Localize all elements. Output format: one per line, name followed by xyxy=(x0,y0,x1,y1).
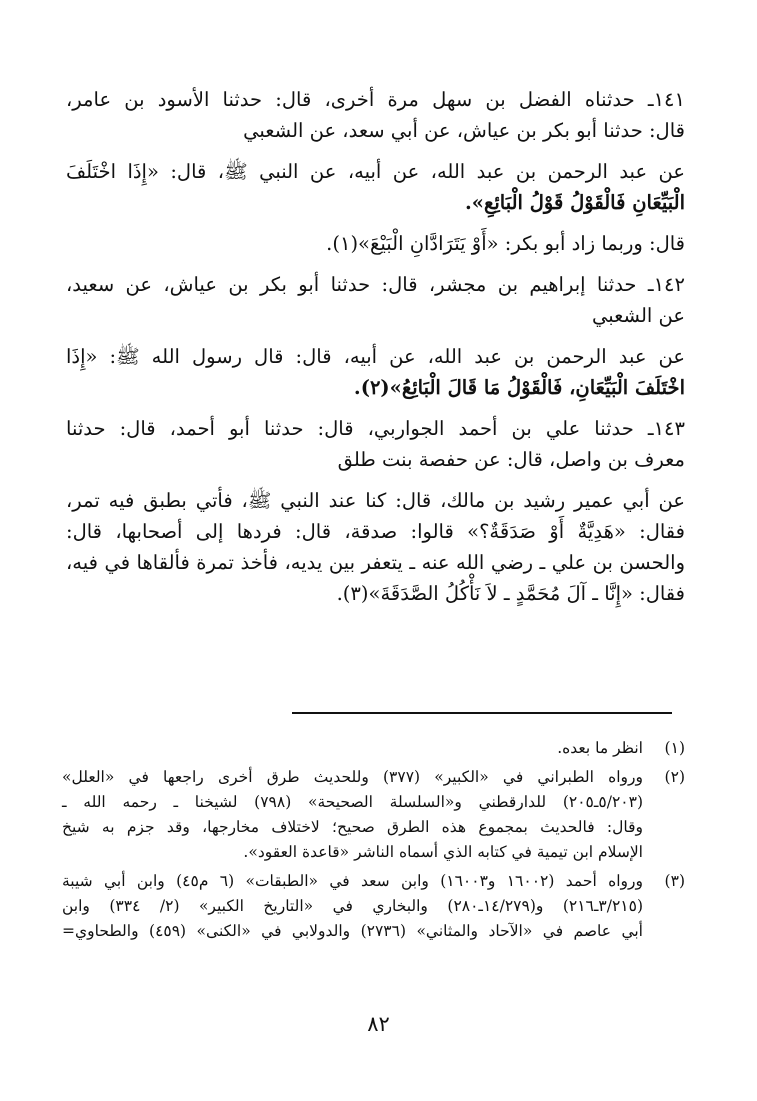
footnote-separator xyxy=(292,712,672,714)
footnote-line: (٥/٢٠٣ـ٢٠٥) للدارقطني و«السلسلة الصحيحة» (٧٩٨) لشيخنا ـ رحمه الله ـ xyxy=(62,793,643,811)
text-line: اخْتَلَفَ الْبَيِّعَانِ، فَالْقَوْلُ مَا قَالَ الْبَائِعُ»(٢). xyxy=(353,376,685,399)
footnote-text xyxy=(62,765,643,865)
footnote xyxy=(62,869,685,944)
footnote-text xyxy=(62,736,643,761)
footnotes xyxy=(62,736,685,948)
text-line: قال: حدثنا أبو بكر بن عياش، عن أبي سعد، عن الشعبي xyxy=(243,119,685,142)
text-line: قال: وربما زاد أبو بكر: «أَوْ يَتَرَادَّانِ الْبَيْعَ»(١). xyxy=(326,232,685,255)
footnote-line: وقال: فالحديث بمجموع هذه الطرق صحيح؛ لاختلاف مخارجها، وقد جزم به شيخ xyxy=(62,818,643,836)
text-line: فقال: «هَدِيَّةٌ أَوْ صَدَقَةٌ؟» قالوا: صدقة، قال: فردها إلى أصحابها، قال: xyxy=(66,520,685,543)
paragraph-gap xyxy=(66,218,685,228)
footnote-text xyxy=(62,869,643,944)
paragraph-gap xyxy=(66,403,685,413)
footnote-number: (٣) xyxy=(664,872,685,890)
footnote-line: أبي عاصم في «الآحاد والمثاني» (٢٧٣٦) والدولابي في «الكنى» (٤٥٩) والطحاوي= xyxy=(62,922,643,940)
footnote-line: ورواه أحمد (١٦٠٠٢ و١٦٠٠٣) وابن سعد في «الطبقات» (٦ م٤٥) وابن أبي شيبة xyxy=(62,872,643,890)
text-line: معرف بن واصل، قال: عن حفصة بنت طلق xyxy=(337,448,685,471)
footnote-line: (٣/٢١٥ـ٢١٦) و(١٤/٢٧٩ـ٢٨٠) والبخاري في «التاريخ الكبير» (٢/ ٣٣٤) وابن xyxy=(62,897,643,915)
text-line: عن عبد الرحمن بن عبد الله، عن أبيه، عن النبي ﷺ، قال: «إِذَا اخْتَلَفَ xyxy=(66,160,685,183)
footnote-line: ورواه الطبراني في «الكبير» (٣٧٧) وللحديث طرق أخرى راجعها في «العلل» xyxy=(62,768,643,786)
text-line: فقال: «إِنَّا ـ آلَ مُحَمَّدٍ ـ لاَ نَأْكُلُ الصَّدَقَةَ»(٣). xyxy=(336,582,685,605)
text-line: ١٤٢ـ حدثنا إبراهيم بن مجشر، قال: حدثنا أبو بكر بن عياش، عن سعيد، xyxy=(66,273,685,296)
page-number: ٨٢ xyxy=(367,1012,390,1036)
paragraph-gap xyxy=(66,331,685,341)
text-line: عن عبد الرحمن بن عبد الله، عن أبيه، قال: قال رسول الله ﷺ: «إِذَا xyxy=(66,345,685,368)
text-line: عن الشعبي xyxy=(592,304,685,327)
footnote-number: (٢) xyxy=(664,768,685,786)
footnote xyxy=(62,765,685,865)
footnote xyxy=(62,736,685,761)
text-line: عن أبي عمير رشيد بن مالك، قال: كنا عند النبي ﷺ، فأتي بطبق فيه تمر، xyxy=(66,489,685,512)
text-line: ١٤١ـ حدثناه الفضل بن سهل مرة أخرى، قال: حدثنا الأسود بن عامر، xyxy=(66,88,685,111)
text-line: ١٤٣ـ حدثنا علي بن أحمد الجواربي، قال: حدثنا أبو أحمد، قال: حدثنا xyxy=(66,417,685,440)
paragraph-gap xyxy=(66,475,685,485)
main-text xyxy=(66,84,685,609)
text-line: الْبَيِّعَانِ فَالْقَوْلُ قَوْلُ الْبَائِعِ». xyxy=(464,191,685,214)
text-line: والحسن بن علي ـ رضي الله عنه ـ يتعفر بين يديه، فأخذ تمرة فألقاها في فيه، xyxy=(66,551,685,574)
footnote-number: (١) xyxy=(664,739,685,757)
paragraph-gap xyxy=(66,259,685,269)
paragraph-gap xyxy=(66,146,685,156)
footnote-line: انظر ما بعده. xyxy=(557,739,643,757)
footnote-line: الإسلام ابن تيمية في كتابه الذي أسماه الناشر «قاعدة العقود». xyxy=(243,843,643,861)
